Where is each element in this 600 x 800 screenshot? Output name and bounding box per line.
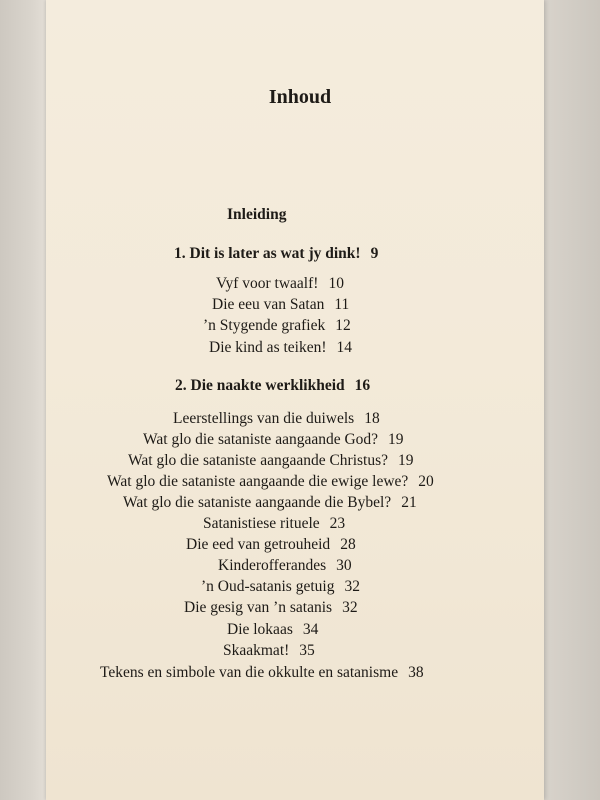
- toc-page-number: 18: [364, 410, 380, 427]
- page-title: Inhoud: [268, 86, 332, 108]
- toc-entry: [107, 472, 434, 492]
- toc-page-number: 12: [335, 317, 351, 334]
- table-surface-right: [540, 0, 600, 800]
- toc-page-number: 21: [401, 494, 417, 511]
- toc-entry-label: Die kind as teiken!: [209, 339, 327, 356]
- toc-entry: [203, 514, 345, 534]
- toc-entry-label: Die lokaas: [227, 621, 293, 638]
- toc-entry: [184, 598, 358, 618]
- toc-page-number: 34: [302, 621, 319, 638]
- toc-page-number: 9: [370, 245, 379, 262]
- toc-entry: [143, 430, 404, 450]
- toc-page-number: 11: [334, 296, 350, 313]
- toc-entry: [218, 556, 352, 576]
- toc-entry-label: Die eed van getrouheid: [186, 536, 331, 553]
- toc-page-number: 32: [342, 599, 358, 616]
- toc-entry: [227, 620, 318, 640]
- toc-entry-label: Skaakmat!: [223, 642, 290, 659]
- toc-page-number: 20: [418, 473, 434, 490]
- toc-entry: [216, 274, 344, 294]
- toc-page-number: 28: [340, 536, 356, 553]
- toc-entry-label: Wat glo die sataniste aangaande God?: [143, 431, 379, 448]
- toc-page-number: 35: [299, 642, 315, 659]
- toc-entry-label: Die eeu van Satan: [212, 296, 325, 313]
- toc-entry: [209, 338, 352, 358]
- toc-entry: [223, 641, 315, 661]
- toc-entry-label: Wat glo die sataniste aangaande die ewige lewe?: [107, 473, 409, 490]
- toc-page-number: 19: [398, 452, 414, 469]
- toc-chapter-label: 2. Die naakte werklikheid: [175, 377, 345, 394]
- toc-entry-label: Leerstellings van die duiwels: [173, 410, 355, 427]
- toc-chapter-1: [174, 244, 378, 264]
- toc-entry: [203, 316, 351, 336]
- toc-page-number: 16: [354, 377, 371, 394]
- toc-page-number: 19: [388, 431, 404, 448]
- table-surface-left: [0, 0, 46, 800]
- toc-page-number: 23: [329, 515, 346, 532]
- toc-entry-label: ’n Stygende grafiek: [203, 317, 326, 334]
- toc-entry-label: Satanistiese rituele: [203, 515, 320, 532]
- toc-entry-label: ’n Oud-satanis getuig: [201, 578, 335, 595]
- toc-entry: [100, 663, 424, 683]
- toc-entry: [173, 409, 380, 429]
- toc-entry-label: Die gesig van ’n satanis: [184, 599, 333, 616]
- toc-page-number: 14: [336, 339, 353, 356]
- toc-entry: [128, 451, 414, 471]
- toc-entry: [123, 493, 417, 513]
- toc-entry: [186, 535, 356, 555]
- toc-page-number: 38: [408, 664, 424, 681]
- toc-intro: Inleiding: [227, 206, 287, 223]
- toc-entry: [212, 295, 349, 315]
- toc-entry-label: Wat glo die sataniste aangaande die Bybel?: [123, 494, 392, 511]
- toc-entry-label: Wat glo die sataniste aangaande Christus?: [128, 452, 389, 469]
- toc-entry-label: Kinderofferandes: [218, 557, 327, 574]
- toc-page-number: 30: [336, 557, 352, 574]
- toc-entry-label: Vyf voor twaalf!: [216, 275, 319, 292]
- toc-entry-label: Tekens en simbole van die okkulte en satanisme: [100, 664, 399, 681]
- toc-page-number: 10: [328, 275, 344, 292]
- toc-chapter-2: [175, 376, 370, 396]
- toc-chapter-label: 1. Dit is later as wat jy dink!: [174, 245, 361, 262]
- toc-entry: [201, 577, 360, 597]
- toc-page-number: 32: [344, 578, 360, 595]
